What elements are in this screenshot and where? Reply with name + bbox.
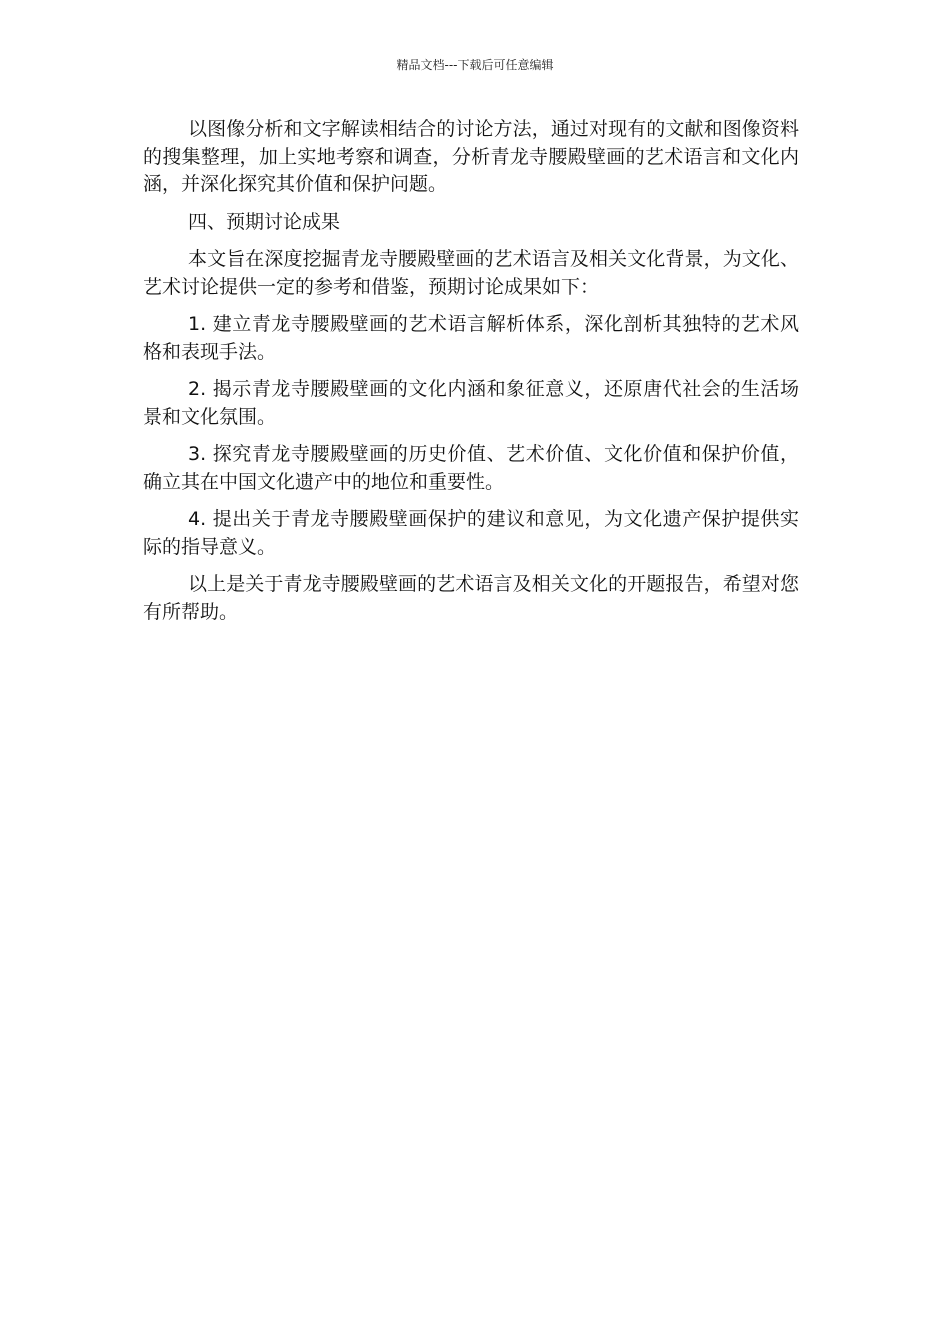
document-body bbox=[143, 116, 799, 636]
result-item-2: 2. 揭示青龙寺腰殿壁画的文化内涵和象征意义，还原唐代社会的生活场景和文化氛围。 bbox=[143, 378, 799, 428]
method-paragraph: 以图像分析和文字解读相结合的讨论方法，通过对现有的文献和图像资料的搜集整理，加上实地考察和调查，分析青龙寺腰殿壁画的艺术语言和文化内涵，并深化探究其价值和保护问题。 bbox=[143, 118, 799, 195]
intro-paragraph: 本文旨在深度挖掘青龙寺腰殿壁画的艺术语言及相关文化背景，为文化、艺术讨论提供一定的参考和借鉴，预期讨论成果如下： bbox=[143, 248, 799, 298]
closing-paragraph: 以上是关于青龙寺腰殿壁画的艺术语言及相关文化的开题报告，希望对您有所帮助。 bbox=[143, 573, 799, 623]
result-item-4: 4. 提出关于青龙寺腰殿壁画保护的建议和意见，为文化遗产保护提供实际的指导意义。 bbox=[143, 508, 799, 558]
result-item-1: 1. 建立青龙寺腰殿壁画的艺术语言解析体系，深化剖析其独特的艺术风格和表现手法。 bbox=[143, 313, 799, 363]
page-header: 精品文档---下载后可任意编辑 bbox=[396, 58, 554, 72]
section-heading-expected-results: 四、预期讨论成果 bbox=[188, 210, 341, 233]
result-item-3: 3. 探究青龙寺腰殿壁画的历史价值、艺术价值、文化价值和保护价值，确立其在中国文化遗产中的地位和重要性。 bbox=[143, 443, 799, 493]
